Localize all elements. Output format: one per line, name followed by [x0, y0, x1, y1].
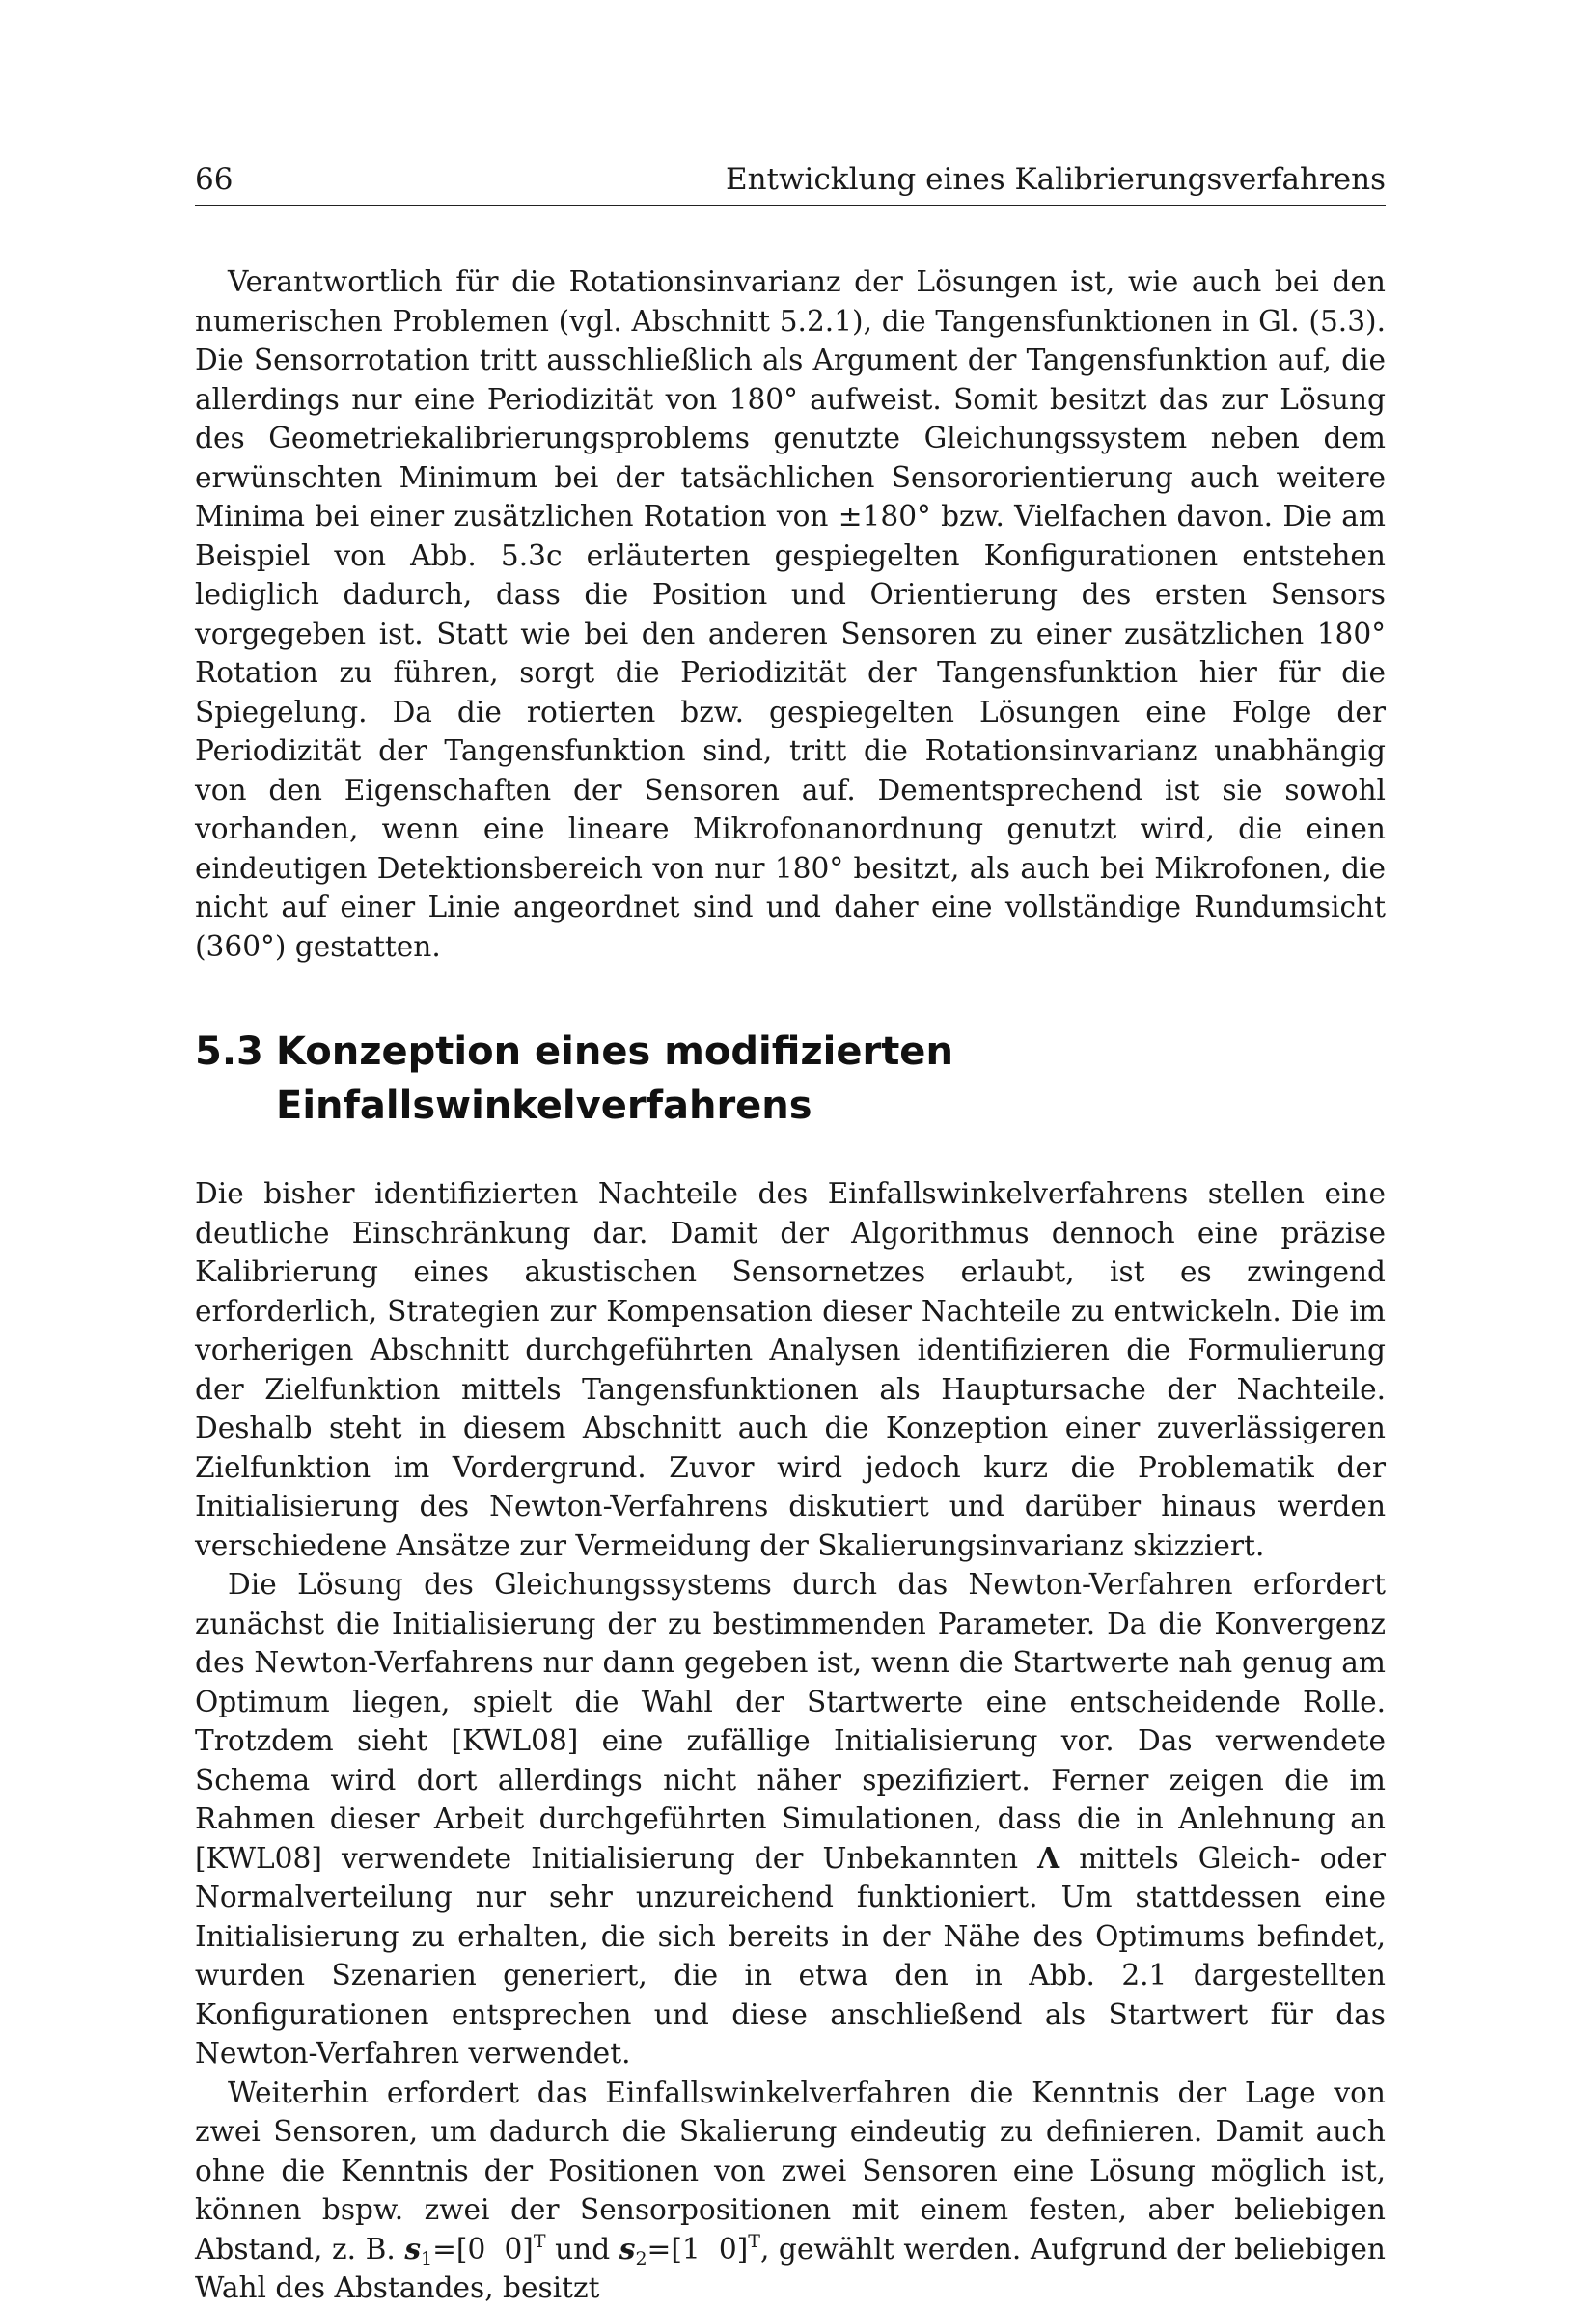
paragraph-scaling-text-3: , gewählt werden. Aufgrund der beliebigen Wahl des Abstandes, besitzt	[195, 2232, 1386, 2304]
vector-s1: s	[404, 2231, 422, 2266]
paragraph-initialization	[195, 1565, 1386, 2074]
page	[195, 162, 1386, 2308]
paragraph-scaling-text-2: und	[545, 2232, 619, 2266]
section-title-line-2: Einfallswinkelverfahrens	[276, 1084, 812, 1128]
lambda-symbol: Λ	[1037, 1840, 1060, 1875]
vector-s1-subscript: 1	[421, 2247, 433, 2269]
section-title-line-1: Konzeption eines modifizierten	[276, 1030, 953, 1074]
section-number: 5.3	[195, 1030, 263, 1074]
chapter-title: Entwicklung eines Kalibrierungsverfahrens	[725, 162, 1386, 197]
paragraph-rotation-invariance: Verantwortlich für die Rotationsinvarianz der Lösungen ist, wie auch bei den numerischen Problemen (vgl. Abschnitt 5.2.1), die Tangensfunktionen in Gl. (5.3). Die Sensorrotation tritt ausschließlich als Argument der Tangensfunktion auf, die allerdings nur eine Periodizität von 180° aufweist. Somit besitzt das zur Lösung des Geometriekalibrierungsproblems genutzte Gleichungssystem neben dem erwünschten Minimum bei der tatsächlichen Sensororientierung auch weitere Minima bei einer zusätzlichen Rotation von ±180° bzw. Vielfachen davon. Die am Beispiel von Abb. 5.3c erläuterten gespiegelten Konfigurationen entstehen lediglich dadurch, dass die Position und Orientierung des ersten Sensors vorgegeben ist. Statt wie bei den anderen Sensoren zu einer zusätzlichen 180° Rotation zu führen, sorgt die Periodizität der Tangensfunktion hier für die Spiegelung. Da die rotierten bzw. gespiegelten Lösungen eine Folge der Periodizität der Tangensfunktion sind, tritt die Rotationsinvarianz unabhängig von den Eigenschaften der Sensoren auf. Dementsprechend ist sie sowohl vorhanden, wenn eine lineare Mikrofonanordnung genutzt wird, die einen eindeutigen Detektionsbereich von nur 180° besitzt, als auch bei Mikrofonen, die nicht auf einer Linie angeordnet sind und daher eine vollständige Rundumsicht (360°) gestatten.	[195, 265, 1386, 963]
section-title	[276, 1025, 953, 1133]
vector-s2-value: =[1 0]	[647, 2232, 749, 2266]
paragraph-scaling	[195, 2074, 1386, 2308]
vector-s2-subscript: 2	[635, 2247, 647, 2269]
paragraph-drawbacks: Die bisher identifizierten Nachteile des Einfallswinkelverfahrens stellen eine deutliche Einschränkung dar. Damit der Algorithmus dennoch eine präzise Kalibrierung eines akustischen Sensornetzes erlaubt, ist es zwingend erforderlich, Strategien zur Kompensation dieser Nachteile zu entwickeln. Die im vorherigen Abschnitt durchgeführten Analysen identifizieren die Formulierung der Zielfunktion mittels Tangensfunktionen als Hauptursache der Nachteile. Deshalb steht in diesem Abschnitt auch die Konzeption einer zuverlässigeren Zielfunktion im Vordergrund. Zuvor wird jedoch kurz die Problematik der Initialisierung des Newton-Verfahrens diskutiert und darüber hinaus werden verschiedene Ansätze zur Vermeidung der Skalierungsinvarianz skizziert.	[195, 1177, 1386, 1562]
vector-s2-transpose: T	[748, 2230, 760, 2252]
paragraph-initialization-text-2: mittels Gleich- oder Normalverteilung nur sehr unzureichend funktioniert. Um stattdessen eine Initialisierung zu erhalten, die sich bereits in der Nähe des Optimums befindet, wurden Szenarien generiert, die in etwa den in Abb. 2.1 dargestellten Konfigurationen entsprechen und diese anschließend als Startwert für das Newton-Verfahren verwendet.	[195, 1841, 1386, 2070]
page-number: 66	[195, 162, 234, 197]
paragraph-scaling-text-1: Weiterhin erfordert das Einfallswinkelverfahren die Kenntnis der Lage von zwei Sensoren, um dadurch die Skalierung eindeutig zu definieren. Damit auch ohne die Kenntnis der Positionen von zwei Sensoren eine Lösung möglich ist, können bspw. zwei der Sensorpositionen mit einem festen, aber beliebigen Abstand, z. B.	[195, 2075, 1386, 2266]
running-header	[195, 162, 1386, 206]
section-heading	[195, 1025, 1386, 1133]
paragraph-initialization-text-1: Die Lösung des Gleichungssystems durch das Newton-Verfahren erfordert zunächst die Initialisierung der zu bestimmenden Parameter. Da die Konvergenz des Newton-Verfahrens nur dann gegeben ist, wenn die Startwerte nah genug am Optimum liegen, spielt die Wahl der Startwerte eine entscheidende Rolle. Trotzdem sieht [KWL08] eine zufällige Initialisierung vor. Das verwendete Schema wird dort allerdings nicht näher spezifiziert. Ferner zeigen die im Rahmen dieser Arbeit durchgeführten Simulationen, dass die in Anlehnung an [KWL08] verwendete Initialisierung der Unbekannten	[195, 1568, 1386, 1875]
vector-s1-value: =[0 0]	[432, 2232, 534, 2266]
vector-s1-transpose: T	[533, 2230, 546, 2252]
vector-s2: s	[619, 2231, 636, 2266]
